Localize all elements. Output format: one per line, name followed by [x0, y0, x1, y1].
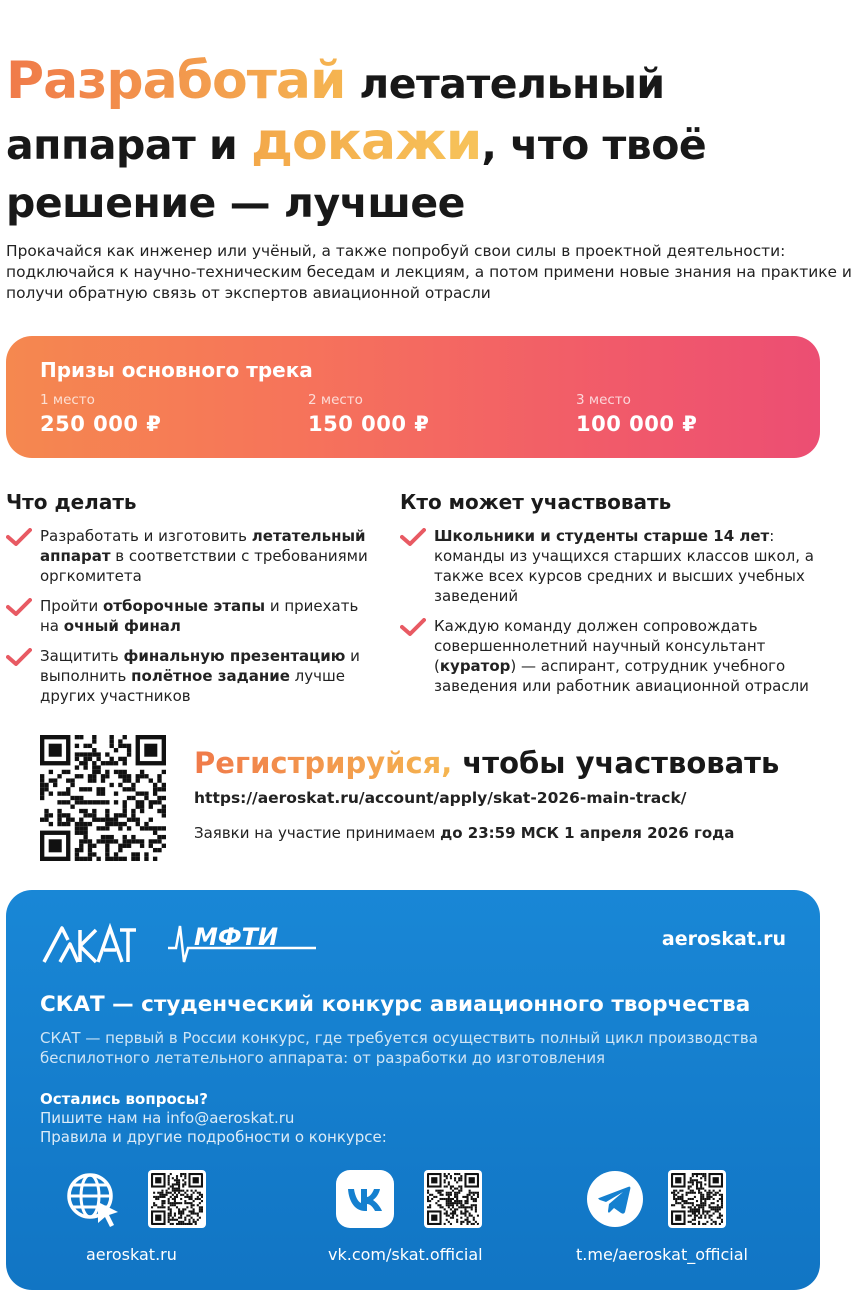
social-site — [64, 1170, 214, 1230]
footer-panel — [6, 890, 820, 1290]
vk-icon[interactable] — [336, 1170, 394, 1228]
telegram-icon[interactable] — [586, 1170, 644, 1228]
registration-qr-code[interactable] — [40, 735, 166, 861]
check-icon — [400, 618, 426, 636]
headline-accent-word-2: докажи — [251, 112, 482, 172]
prize-amount: 100 000 ₽ — [576, 412, 698, 436]
telegram-qr-code[interactable] — [668, 1170, 726, 1228]
check-icon — [400, 528, 426, 546]
prize-3 — [576, 392, 697, 436]
mfti-logo-text: МФТИ — [194, 923, 279, 951]
questions-rules: Правила и другие подробности о конкурсе: — [40, 1128, 387, 1146]
headline-line-1 — [6, 52, 856, 113]
site-qr-code[interactable] — [148, 1170, 206, 1228]
item-text: Каждую команду должен сопровождать совершеннолетний научный консультант ( — [434, 617, 766, 675]
skat-logo — [40, 922, 136, 968]
item-text: : команды из учащихся старших классов школ, а также всех курсов средних и высших учебных заведений — [434, 527, 814, 605]
item-text: в соответствии с требованиями оргкомитета — [40, 547, 368, 585]
prizes-title: Призы основного трека — [40, 358, 313, 382]
footer-site-link[interactable]: aeroskat.ru — [661, 928, 786, 950]
deadline-text: Заявки на участие принимаем — [194, 824, 441, 842]
item-bold: летательный аппарат — [40, 527, 366, 565]
item-text: и выполнить — [40, 647, 360, 685]
item-bold: отборочные этапы — [102, 597, 266, 615]
prize-place: 3 место — [576, 392, 631, 408]
who-title: Кто может участвовать — [400, 490, 672, 514]
prizes-banner — [6, 336, 820, 458]
list-item — [400, 616, 830, 696]
footer-title: СКАТ — студенческий конкурс авиационного творчества — [40, 992, 751, 1017]
prize-1 — [40, 392, 161, 436]
prize-place: 1 место — [40, 392, 95, 408]
intro-paragraph: Прокачайся как инженер или учёный, а также попробуй свои силы в проектной деятельности: подключайся к научно-техническим беседам и лекциям, а потом примени новые знания на практике и получи обратную связь от экспертов авиационной отрасли — [6, 242, 852, 302]
headline-text-2a: аппарат и — [6, 121, 252, 169]
register-title — [194, 746, 779, 780]
vk-qr-code[interactable] — [424, 1170, 482, 1228]
item-bold: полётное задание — [131, 667, 290, 685]
item-text: и приехать на — [40, 597, 359, 635]
social-telegram — [586, 1170, 736, 1230]
what-to-do-title: Что делать — [6, 490, 137, 514]
register-title-text: чтобы участвовать — [452, 746, 780, 780]
questions-heading: Остались вопросы? — [40, 1090, 208, 1108]
headline — [6, 52, 856, 232]
social-vk — [336, 1170, 486, 1230]
check-icon — [6, 598, 32, 616]
social-site-label[interactable]: aeroskat.ru — [86, 1245, 177, 1264]
social-vk-label[interactable]: vk.com/skat.official — [328, 1245, 483, 1264]
check-icon — [6, 648, 32, 666]
prize-2 — [308, 392, 429, 436]
deadline-date: до 23:59 МСК 1 апреля 2026 года — [440, 824, 735, 842]
list-item — [6, 646, 381, 706]
item-text: лучше других участников — [40, 667, 345, 705]
questions-block — [40, 1090, 387, 1147]
item-bold: куратор — [439, 657, 511, 675]
questions-email: Пишите нам на info@aeroskat.ru — [40, 1109, 295, 1127]
check-icon — [6, 528, 32, 546]
item-text: ) — аспирант, сотрудник учебного заведения или работник авиационной отрасли — [434, 657, 809, 695]
social-telegram-label[interactable]: t.me/aeroskat_official — [576, 1245, 748, 1264]
item-text: Разработать и изготовить — [40, 527, 252, 545]
prize-amount: 250 000 ₽ — [40, 412, 162, 436]
register-link[interactable]: https://aeroskat.ru/account/apply/skat-2026-main-track/ — [194, 789, 687, 807]
register-accent: Регистрируйся, — [194, 746, 453, 780]
item-bold: очный финал — [63, 617, 181, 635]
item-text: Пройти — [40, 597, 103, 615]
who-section — [400, 490, 830, 706]
item-bold: финальную презентацию — [123, 647, 346, 665]
item-bold: Школьники и студенты старше 14 лет — [434, 527, 770, 545]
what-to-do-section — [6, 490, 381, 716]
mfti-logo — [166, 918, 326, 970]
item-text: Защитить — [40, 647, 124, 665]
headline-line-2 — [6, 113, 856, 174]
headline-text-2b: , что твоё — [481, 121, 707, 169]
prize-place: 2 место — [308, 392, 363, 408]
headline-text-1: летательный — [345, 60, 665, 108]
headline-line-3: решение — лучшее — [6, 179, 465, 227]
list-item — [6, 526, 381, 586]
headline-accent-word-1: Разработай — [6, 51, 346, 111]
prize-amount: 150 000 ₽ — [308, 412, 430, 436]
list-item — [6, 596, 381, 636]
globe-cursor-icon[interactable] — [64, 1170, 122, 1228]
list-item — [400, 526, 830, 606]
register-deadline — [194, 824, 734, 842]
footer-description: СКАТ — первый в России конкурс, где требуется осуществить полный цикл производства беспилотного летательного аппарата: от разработки до изготовления — [40, 1029, 758, 1067]
